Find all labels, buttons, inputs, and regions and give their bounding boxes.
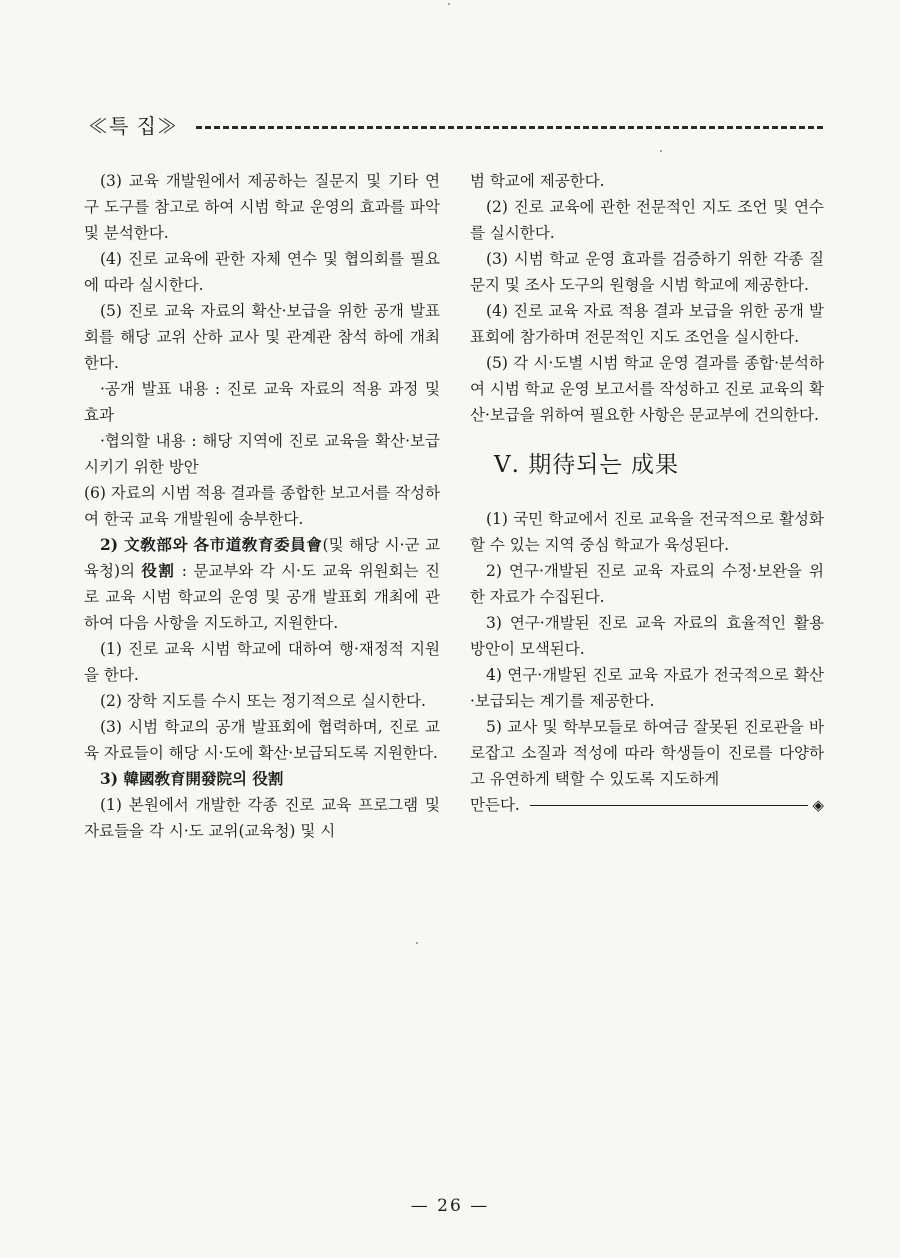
paragraph: (3) 교육 개발원에서 제공하는 질문지 및 기타 연구 도구를 참고로 하여 시범 학교 운영의 효과를 파악 및 분석한다. xyxy=(84,172,440,242)
section-header xyxy=(88,114,823,138)
paragraph: (6) 자료의 시범 적용 결과를 종합한 보고서를 작성하여 한국 교육 개발원에 송부한다. xyxy=(84,484,440,528)
paragraph: (3) 시범 학교 운영 효과를 검증하기 위한 각종 질문지 및 조사 도구의 원형을 시범 학교에 제공한다. xyxy=(470,250,824,294)
page-number: — 26 — xyxy=(410,1196,490,1216)
header-title: ≪특 집≫ xyxy=(88,114,178,138)
subsection-heading-role: 役割 xyxy=(141,561,176,580)
end-mark-icon: ◈ xyxy=(812,795,824,814)
subsection-text: : 문교부와 각 시·도 교육 위원회는 진로 교육 시범 학교의 운영 및 공개 발표회 개최에 관하여 다음 사항을 지도하고, 지원한다. xyxy=(84,562,440,632)
paragraph: (2) 진로 교육에 관한 전문적인 지도 조언 및 연수를 실시한다. xyxy=(470,198,824,242)
section-title: Ⅴ. 期待되는 成果 xyxy=(494,452,679,478)
subsection-heading: 3) 韓國敎育開發院의 役割 xyxy=(100,769,284,788)
subsection-paragraph xyxy=(84,532,440,636)
paragraph: (1) 진로 교육 시범 학교에 대하여 행·재정적 지원을 한다. xyxy=(84,640,440,684)
bullet-item: ·공개 발표 내용 : 진로 교육 자료의 적용 과정 및 효과 xyxy=(84,380,440,424)
paragraph: (4) 진로 교육 자료 적용 결과 보급을 위한 공개 발표회에 참가하며 전문적인 지도 조언을 실시한다. xyxy=(470,302,824,346)
subsection-heading: 2) 文敎部와 各市道敎育委員會 xyxy=(100,535,323,554)
subsection-text: (및 해당 시·군 교육청)의 xyxy=(84,536,441,580)
closing-line xyxy=(470,792,824,818)
paragraph: 3) 연구·개발된 진로 교육 자료의 효율적인 활용 방안이 모색된다. xyxy=(470,614,824,658)
closing-rule xyxy=(530,805,809,806)
paragraph: (3) 시범 학교의 공개 발표회에 협력하며, 진로 교육 자료들이 해당 시·도에 확산·보급되도록 지원한다. xyxy=(84,718,440,762)
paragraph: (5) 각 시·도별 시범 학교 운영 결과를 종합·분석하여 시범 학교 운영 보고서를 작성하고 진로 교육의 확산·보급을 위하여 필요한 사항은 문교부에 건의한다. xyxy=(470,354,824,424)
right-column xyxy=(470,168,824,818)
paragraph: 범 학교에 제공한다. xyxy=(470,172,605,190)
paragraph: (1) 본원에서 개발한 각종 진로 교육 프로그램 및 자료들을 각 시·도 교위(교육청) 및 시 xyxy=(84,796,440,840)
paragraph: 4) 연구·개발된 진로 교육 자료가 전국적으로 확산·보급되는 계기를 제공한다. xyxy=(470,666,824,710)
paragraph: 5) 교사 및 학부모들로 하여금 잘못된 진로관을 바로잡고 소질과 적성에 따라 학생들이 진로를 다양하고 유연하게 택할 수 있도록 지도하게 xyxy=(470,718,824,788)
paragraph: (4) 진로 교육에 관한 자체 연수 및 협의회를 필요에 따라 실시한다. xyxy=(84,250,440,294)
header-dashed-rule xyxy=(196,126,823,129)
paragraph: (2) 장학 지도를 수시 또는 정기적으로 실시한다. xyxy=(100,692,426,710)
paragraph: 2) 연구·개발된 진로 교육 자료의 수정·보완을 위한 자료가 수집된다. xyxy=(470,562,824,606)
left-column xyxy=(84,168,440,844)
paragraph: (1) 국민 학교에서 진로 교육을 전국적으로 활성화할 수 있는 지역 중심 학교가 육성된다. xyxy=(470,510,824,554)
scan-speck xyxy=(448,3,450,5)
closing-text: 만든다. xyxy=(470,796,520,814)
bullet-item: ·협의할 내용 : 해당 지역에 진로 교육을 확산·보급시키기 위한 방안 xyxy=(84,432,440,476)
scan-speck xyxy=(660,150,662,152)
paragraph: (5) 진로 교육 자료의 확산·보급을 위한 공개 발표회를 해당 교위 산하 교사 및 관계관 참석 하에 개최한다. xyxy=(84,302,440,372)
scan-speck xyxy=(416,942,418,944)
